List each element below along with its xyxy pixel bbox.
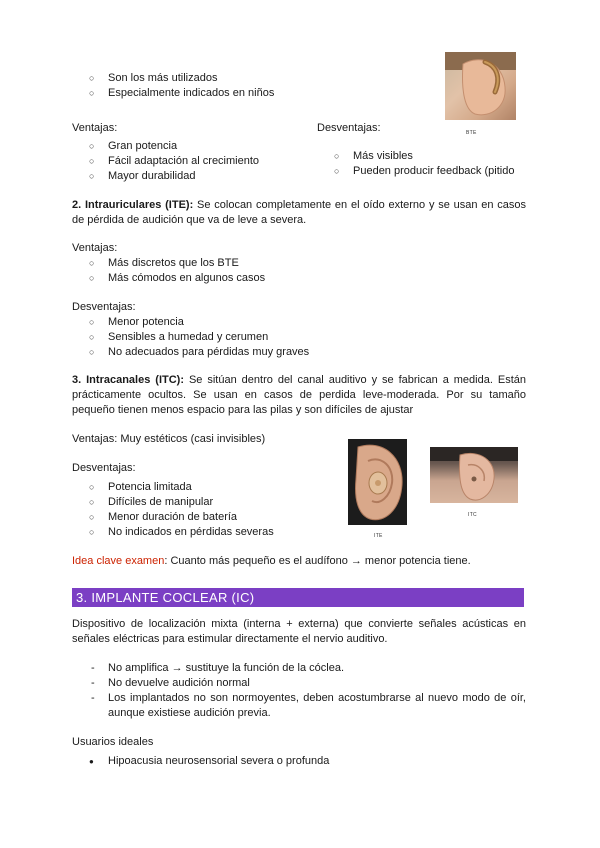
list-item: ○ Gran potencia xyxy=(72,139,259,154)
bte-ventajas-list xyxy=(72,139,259,184)
ite-caption: ITE xyxy=(374,533,383,539)
list-item: ○ No adecuados para pérdidas muy graves xyxy=(72,345,309,360)
list-item: ○ Más cómodos en algunos casos xyxy=(72,271,265,286)
list-item: ○ Más visibles xyxy=(317,149,514,164)
list-item: ○ No indicados en pérdidas severas xyxy=(72,525,274,540)
itc-ventajas-line: Ventajas: Muy estéticos (casi invisibles) xyxy=(72,433,266,445)
itc-caption: ITC xyxy=(468,512,477,518)
list-item: ○ Difíciles de manipular xyxy=(72,495,274,510)
list-item: ○ Son los más utilizados xyxy=(72,71,274,86)
list-item: ○ Fácil adaptación al crecimiento xyxy=(72,154,259,169)
idea-clave-text: : Cuanto más pequeño es el audífono → menor potencia tiene. xyxy=(164,555,471,567)
ite-ventajas-label: Ventajas: xyxy=(72,242,118,254)
top-list xyxy=(72,71,274,101)
itc-heading: 3. Intracanales (ITC): xyxy=(72,374,184,386)
list-item: ○ Sensibles a humedad y cerumen xyxy=(72,330,309,345)
itc-text: Se sitúan dentro del canal auditivo y se fabrican a medida. Están prácticamente ocultos. Se usan en casos de perdida leve-moderada. Por su tamaño pequeño tienen menos espacio para las pilas y son difíciles de ajustar xyxy=(72,374,526,416)
ite-ventajas-list xyxy=(72,256,265,286)
list-item: ○ Más discretos que los BTE xyxy=(72,256,265,271)
list-item: ○ Mayor durabilidad xyxy=(72,169,259,184)
ic-dash-list xyxy=(72,661,526,721)
desventajas-label: Desventajas: xyxy=(317,122,381,134)
ite-desventajas-list xyxy=(72,315,309,360)
idea-clave xyxy=(72,554,471,569)
list-item: ● Hipoacusia neurosensorial severa o profunda xyxy=(72,754,329,769)
idea-clave-label: Idea clave examen xyxy=(72,555,165,567)
itc-paragraph xyxy=(72,373,526,418)
itc-ear-photo xyxy=(430,447,518,503)
ite-desventajas-label: Desventajas: xyxy=(72,301,136,313)
ite-text: Se colocan completamente en el oído externo y se usan en casos de pérdida de audición que va de leve a severa. xyxy=(72,199,526,226)
list-item: ○ Menor potencia xyxy=(72,315,309,330)
ic-intro: Dispositivo de localización mixta (interna + externa) que convierte señales acústicas en señales eléctricas para estimular directamente el nervio auditivo. xyxy=(72,618,526,645)
itc-desventajas-label: Desventajas: xyxy=(72,462,136,474)
list-item: ○ Pueden producir feedback (pitido xyxy=(317,164,514,179)
bte-caption: BTE xyxy=(466,130,477,136)
list-item: - No devuelve audición normal xyxy=(72,676,526,691)
section-heading: 3. IMPLANTE COCLEAR (IC) xyxy=(72,588,524,607)
bte-desventajas-list xyxy=(317,149,514,179)
list-item: - Los implantados no son normoyentes, deben acostumbrarse al nuevo modo de oír, aunque existiese audición previa. xyxy=(72,691,526,721)
ventajas-label: Ventajas: xyxy=(72,122,118,134)
bte-ear-photo xyxy=(445,52,516,120)
list-item: - No amplifica → sustituye la función de la cóclea. xyxy=(72,661,526,676)
usuarios-list xyxy=(72,754,329,769)
ite-ear-photo xyxy=(348,439,407,525)
ite-heading: 2. Intrauriculares (ITE): xyxy=(72,199,194,211)
ite-paragraph xyxy=(72,198,526,228)
list-item: ○ Menor duración de batería xyxy=(72,510,274,525)
usuarios-label: Usuarios ideales xyxy=(72,736,154,748)
itc-desventajas-list xyxy=(72,480,274,540)
list-item: ○ Especialmente indicados en niños xyxy=(72,86,274,101)
list-item: ○ Potencia limitada xyxy=(72,480,274,495)
